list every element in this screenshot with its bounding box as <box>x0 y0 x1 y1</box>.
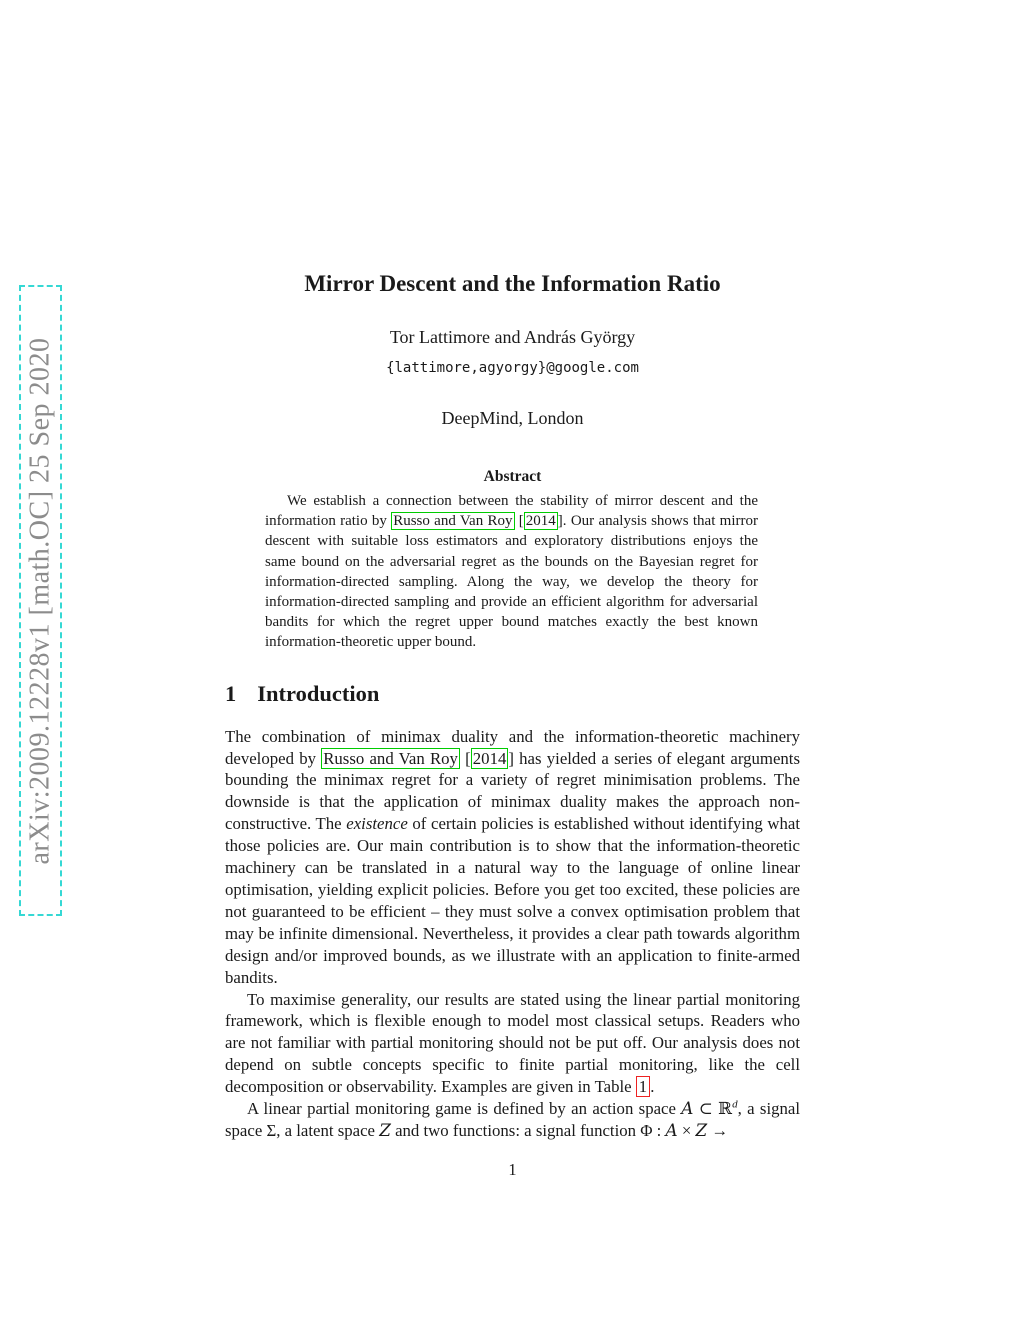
intro-paragraph-1 <box>225 726 800 989</box>
abstract-segment: We establish a connection between the stability of mirror descent and the information ratio by <box>265 493 758 530</box>
citation-link-year[interactable]: 2014 <box>472 748 507 768</box>
authors-line: Tor Lattimore and András György <box>389 327 636 347</box>
abstract-segment: [ <box>514 513 524 530</box>
abstract-segment: ]. Our analysis shows that mirror descent with suitable loss estimators and exploratory distributions enjoys the same bound on the adversarial regret as the bounds on the Bayesian regret for information-directed sampling. Along the way, we develop the theory for information-directed sampling and provide an efficient algorithm for adversarial bandits for which the regret upper bound matches exactly the best known information-theoretic upper bound. <box>265 513 758 651</box>
emphasized-word: existence <box>346 814 408 834</box>
text-segment: → <box>707 1120 729 1140</box>
citation-link-year[interactable]: 2014 <box>525 513 556 530</box>
math-cal-Z: Z <box>695 1119 708 1140</box>
citation-link-russo-vanroy[interactable]: Russo and Van Roy <box>323 748 458 768</box>
math-superscript-d: d <box>732 1098 738 1111</box>
text-segment: A linear partial monitoring game is defined by an action space <box>247 1099 682 1119</box>
abstract-heading: Abstract <box>483 468 542 485</box>
arxiv-watermark-box <box>19 285 62 916</box>
text-segment: and two functions: a signal function Φ : <box>390 1120 666 1140</box>
abstract-text <box>265 491 758 653</box>
text-segment: . <box>650 1077 655 1097</box>
text-segment: , a signal space Σ, a latent space <box>225 1099 800 1140</box>
text-segment: [ <box>459 748 471 768</box>
table-ref-link[interactable]: 1 <box>636 1076 650 1097</box>
text-segment: To maximise generality, our results are stated using the linear partial monitoring framework, which is flexible enough to model most classical setups. Readers who are not familiar with partial monitoring should not be put off. Our analysis does not depend on subtle concepts specific to finite partial monitoring, like the cell decomposition or observability. Examples are given in Table <box>225 989 800 1097</box>
text-segment: of certain policies is established without identifying what those policies are. Our main contribution is to show that the information-theoretic machinery can be translated in a natural way to the language of online linear optimisation, yielding explicit policies. Before you get too excited, these policies are not guaranteed to be efficient – they must solve a convex optimisation problem that may be infinite dimensional. Nevertheless, it provides a clear path towards algorithm design and/or improved bounds, as we illustrate with an application to finite-armed bandits. <box>225 814 800 987</box>
section-heading-introduction <box>225 680 800 707</box>
text-segment: ⊂ ℝ <box>693 1099 733 1119</box>
introduction-body <box>225 726 800 1142</box>
page-number: 1 <box>508 1160 517 1179</box>
math-cal-A: A <box>681 1098 694 1119</box>
section-number: 1 <box>225 680 237 706</box>
math-cal-Z: Z <box>379 1119 391 1140</box>
text-segment: × <box>677 1120 696 1140</box>
citation-link-russo-vanroy[interactable]: Russo and Van Roy <box>393 513 513 530</box>
paper-title: Mirror Descent and the Information Ratio <box>304 271 721 296</box>
text-segment: The combination of minimax duality and the information-theoretic machinery developed by <box>225 726 800 768</box>
math-cal-A: A <box>665 1119 678 1140</box>
affiliation-line: DeepMind, London <box>441 408 584 428</box>
section-title: Introduction <box>257 680 380 706</box>
arxiv-watermark-text: arXiv:2009.12228v1 [math.OC] 25 Sep 2020 <box>24 336 56 865</box>
paper-column <box>225 270 800 1142</box>
text-segment: ] has yielded a series of elegant arguments bounding the minimax regret for a variety of regret minimisation problems. The downside is that the application of minimax duality makes the approach non-constructive. The <box>225 748 801 834</box>
intro-paragraph-2 <box>225 989 800 1099</box>
email-line: {lattimore,agyorgy}@google.com <box>386 360 639 376</box>
intro-paragraph-3 <box>225 1098 800 1142</box>
